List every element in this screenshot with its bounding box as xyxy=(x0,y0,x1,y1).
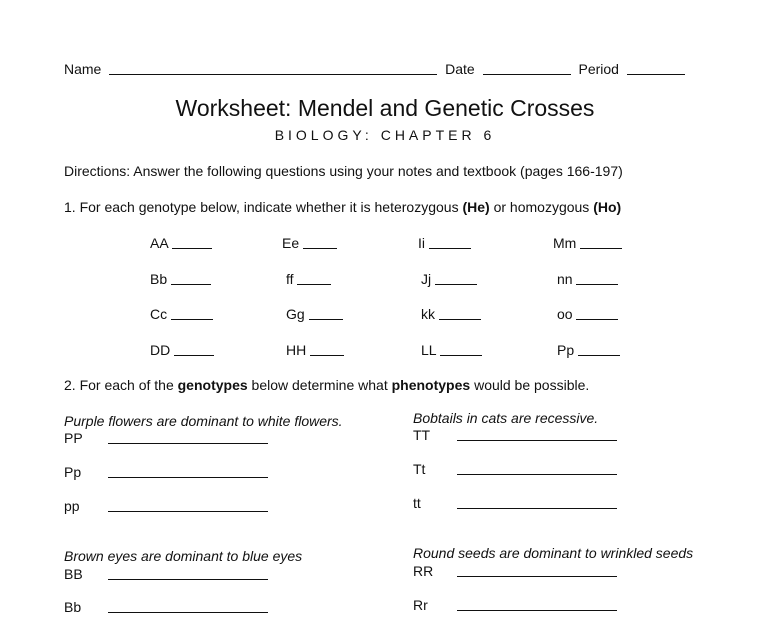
genotype-cell xyxy=(421,271,477,287)
phenotype-row xyxy=(413,597,617,613)
q2-prefix: 2. For each of the xyxy=(64,377,178,393)
genotype-label: TT xyxy=(413,427,431,443)
question-1-prompt xyxy=(64,199,621,215)
genotype-answer-field[interactable] xyxy=(440,354,482,356)
phenotype-answer-field[interactable] xyxy=(457,473,617,475)
period-field[interactable] xyxy=(627,73,685,75)
genotype-answer-field[interactable] xyxy=(174,354,214,356)
genotype-answer-field[interactable] xyxy=(309,318,343,320)
genotype-label: tt xyxy=(413,495,421,511)
genotype-cell xyxy=(421,342,482,358)
genotype-cell xyxy=(553,235,622,251)
worksheet-title: Worksheet: Mendel and Genetic Crosses xyxy=(175,95,595,121)
trait-heading-eyes: Brown eyes are dominant to blue eyes xyxy=(64,548,303,564)
phenotype-answer-field[interactable] xyxy=(108,611,268,613)
genotype-answer-field[interactable] xyxy=(303,247,337,249)
genotype-cell xyxy=(286,342,344,358)
genotype-answer-field[interactable] xyxy=(297,283,331,285)
trait-heading-seeds: Round seeds are dominant to wrinkled seeds xyxy=(413,545,694,561)
genotype-label: Jj xyxy=(421,271,432,287)
genotype-label: PP xyxy=(64,430,83,446)
genotype-answer-field[interactable] xyxy=(310,354,344,356)
phenotype-row xyxy=(413,495,617,511)
genotype-cell xyxy=(418,235,471,251)
name-label: Name xyxy=(64,61,102,77)
genotype-label: HH xyxy=(286,342,307,358)
genotype-label: Ee xyxy=(282,235,300,251)
genotype-label: Gg xyxy=(286,306,305,322)
genotype-label: AA xyxy=(150,235,168,251)
genotype-label: Pp xyxy=(64,464,82,480)
phenotype-answer-field[interactable] xyxy=(457,507,617,509)
genotype-cell xyxy=(557,342,620,358)
genotype-label: kk xyxy=(421,306,435,322)
genotype-label: oo xyxy=(557,306,573,322)
student-info-row xyxy=(64,61,685,77)
phenotype-row xyxy=(413,427,617,443)
genotype-label: Cc xyxy=(150,306,168,322)
genotype-answer-field[interactable] xyxy=(435,283,477,285)
phenotype-answer-field[interactable] xyxy=(108,476,268,478)
phenotype-answer-field[interactable] xyxy=(457,575,617,577)
genotype-cell xyxy=(557,271,618,287)
phenotype-row xyxy=(413,563,617,579)
genotype-cell xyxy=(150,342,214,358)
genotype-label: Pp xyxy=(557,342,575,358)
genotype-answer-field[interactable] xyxy=(172,247,212,249)
genotype-cell xyxy=(282,235,337,251)
genotype-label: Rr xyxy=(413,597,428,613)
genotype-answer-field[interactable] xyxy=(171,318,213,320)
phenotype-answer-field[interactable] xyxy=(108,578,268,580)
q2-phenotypes-word: phenotypes xyxy=(391,377,471,393)
genotype-label: Ii xyxy=(418,235,425,251)
genotype-label: pp xyxy=(64,498,80,514)
q2-genotypes-word: genotypes xyxy=(177,377,248,393)
phenotype-row xyxy=(413,461,617,477)
q1-ho: (Ho) xyxy=(593,199,622,215)
phenotype-answer-field[interactable] xyxy=(457,439,617,441)
trait-heading-bobtails: Bobtails in cats are recessive. xyxy=(413,410,599,426)
genotype-cell xyxy=(286,271,331,287)
date-field[interactable] xyxy=(483,73,571,75)
genotype-answer-field[interactable] xyxy=(429,247,471,249)
directions: Directions: Answer the following questions using your notes and textbook (pages 166-197) xyxy=(64,163,623,179)
phenotype-row xyxy=(64,464,268,480)
genotype-answer-field[interactable] xyxy=(576,283,618,285)
genotype-cell xyxy=(421,306,481,322)
phenotype-answer-field[interactable] xyxy=(457,609,617,611)
trait-heading-flowers: Purple flowers are dominant to white flowers. xyxy=(64,413,343,429)
genotype-answer-field[interactable] xyxy=(171,283,211,285)
genotype-label: RR xyxy=(413,563,434,579)
genotype-cell xyxy=(150,271,211,287)
genotype-cell xyxy=(557,306,618,322)
genotype-label: DD xyxy=(150,342,171,358)
phenotype-row xyxy=(64,430,268,446)
genotype-answer-field[interactable] xyxy=(580,247,622,249)
genotype-answer-field[interactable] xyxy=(576,318,618,320)
phenotype-answer-field[interactable] xyxy=(108,510,268,512)
question-2-prompt xyxy=(64,377,589,393)
genotype-label: nn xyxy=(557,271,573,287)
genotype-label: LL xyxy=(421,342,437,358)
genotype-label: Mm xyxy=(553,235,577,251)
genotype-label: ff xyxy=(286,271,294,287)
phenotype-row xyxy=(64,566,268,582)
phenotype-row xyxy=(64,498,268,514)
genotype-label: Bb xyxy=(64,599,82,615)
genotype-cell xyxy=(286,306,343,322)
phenotype-answer-field[interactable] xyxy=(108,442,268,444)
genotype-label: BB xyxy=(64,566,83,582)
period-label: Period xyxy=(578,61,619,77)
genotype-cell xyxy=(150,235,212,251)
genotype-label: Tt xyxy=(413,461,426,477)
genotype-label: Bb xyxy=(150,271,168,287)
name-field[interactable] xyxy=(109,73,437,75)
genotype-answer-field[interactable] xyxy=(578,354,620,356)
worksheet-subtitle: BIOLOGY: CHAPTER 6 xyxy=(274,127,496,143)
genotype-answer-field[interactable] xyxy=(439,318,481,320)
q2-suffix: would be possible. xyxy=(470,377,590,393)
q1-he: (He) xyxy=(462,199,490,215)
genotype-cell xyxy=(150,306,213,322)
date-label: Date xyxy=(445,61,475,77)
phenotype-row xyxy=(64,599,268,615)
q2-middle: below determine what xyxy=(247,377,392,393)
q1-middle: or homozygous xyxy=(489,199,594,215)
q1-prefix: 1. For each genotype below, indicate whether it is heterozygous xyxy=(64,199,463,215)
